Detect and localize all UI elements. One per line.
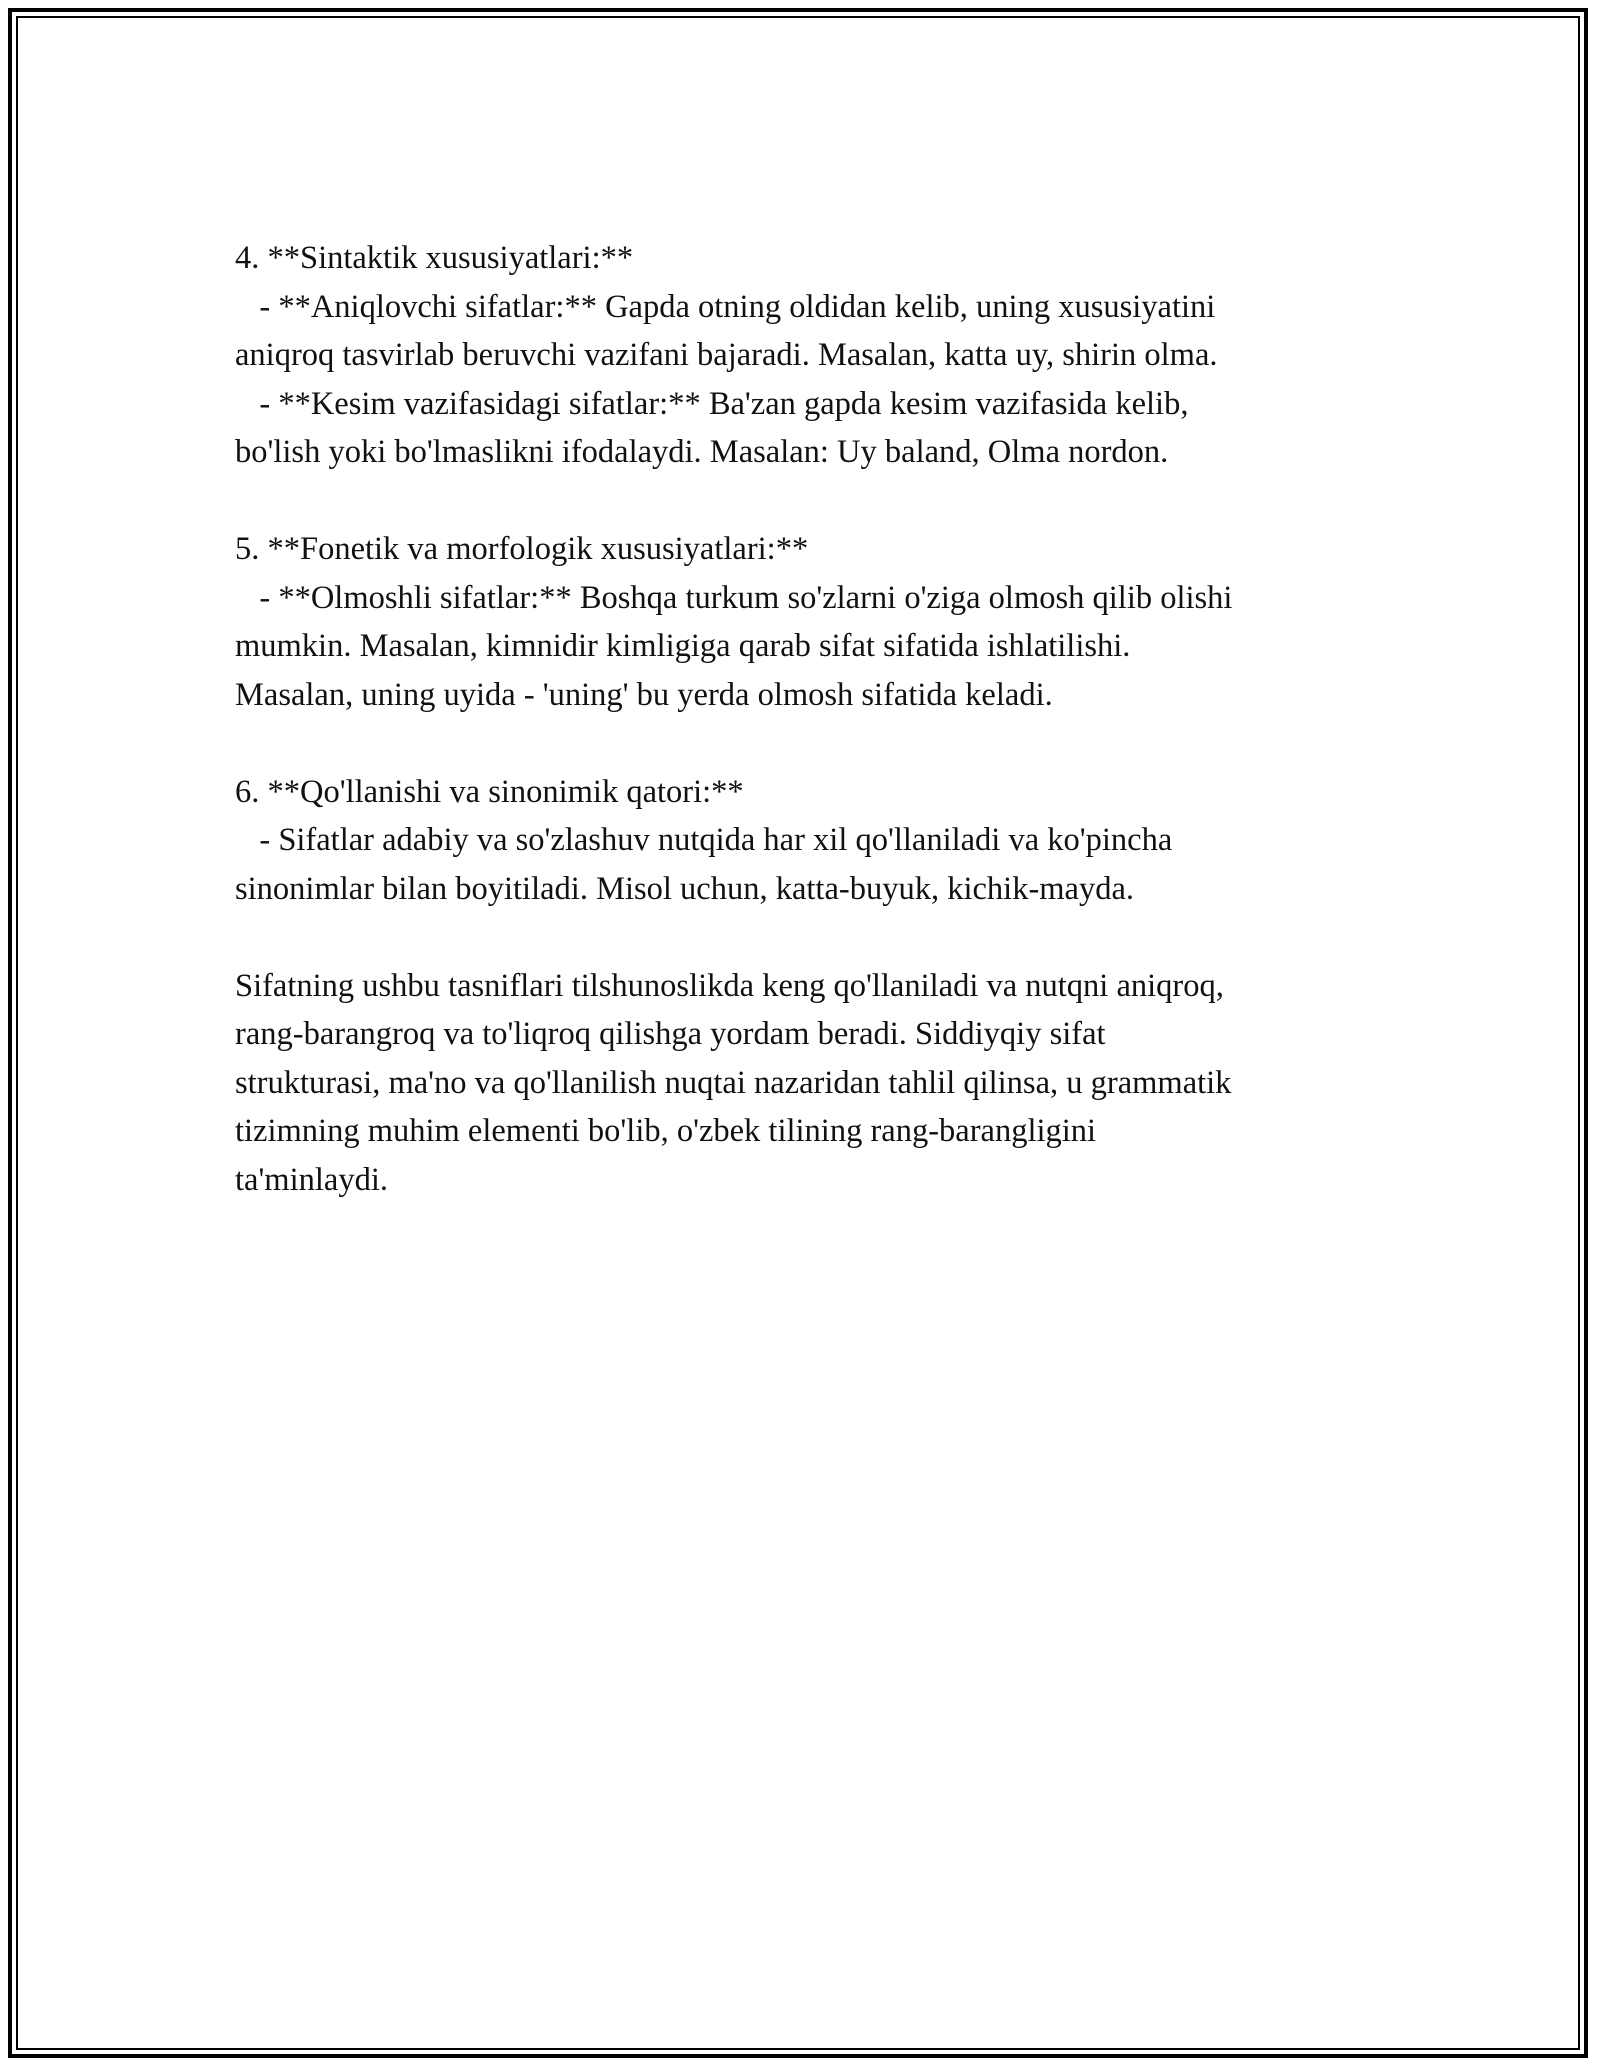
document-body (235, 234, 1370, 1204)
section-phonetic-morphological (235, 525, 1370, 719)
section-heading: 6. **Qo'llanishi va sinonimik qatori:** (235, 773, 744, 810)
paragraph-gap (235, 719, 1370, 768)
text-line: ta'minlaydi. (235, 1161, 388, 1198)
text-line: mumkin. Masalan, kimnidir kimligiga qarab sifat sifatida ishlatilishi. (235, 628, 1131, 664)
text-line: - Sifatlar adabiy va so'zlashuv nutqida har xil qo'llaniladi va ko'pincha (235, 822, 1173, 858)
text-line: sinonimlar bilan boyitiladi. Misol uchun, katta-buyuk, kichik-mayda. (235, 870, 1135, 907)
text-line: - **Olmoshli sifatlar:** Boshqa turkum so'zlarni o'ziga olmosh qilib olishi (235, 579, 1233, 616)
text-line: rang-barangroq va to'liqroq qilishga yordam beradi. Siddiyqiy sifat (235, 1016, 1106, 1052)
section-usage-synonyms (235, 768, 1370, 914)
paragraph-gap (235, 477, 1370, 526)
text-line: Masalan, uning uyida - 'uning' bu yerda olmosh sifatida keladi. (235, 676, 1053, 713)
section-heading: 4. **Sintaktik xususiyatlari:** (235, 240, 634, 276)
text-line: - **Kesim vazifasidagi sifatlar:** Ba'zan gapda kesim vazifasida kelib, (235, 385, 1189, 422)
paragraph-gap (235, 913, 1370, 962)
text-line: bo'lish yoki bo'lmaslikni ifodalaydi. Masalan: Uy baland, Olma nordon. (235, 434, 1169, 470)
section-syntactic (235, 234, 1370, 477)
conclusion-paragraph (235, 962, 1370, 1205)
text-line: - **Aniqlovchi sifatlar:** Gapda otning oldidan kelib, uning xususiyatini (235, 288, 1216, 325)
text-line: Sifatning ushbu tasniflari tilshunoslikda keng qo'llaniladi va nutqni aniqroq, (235, 967, 1224, 1004)
text-line: aniqroq tasvirlab beruvchi vazifani bajaradi. Masalan, katta uy, shirin olma. (235, 337, 1218, 373)
text-line: strukturasi, ma'no va qo'llanilish nuqtai nazaridan tahlil qilinsa, u grammatik (235, 1064, 1232, 1101)
text-line: tizimning muhim elementi bo'lib, o'zbek tilining rang-barangligini (235, 1113, 1097, 1149)
section-heading: 5. **Fonetik va morfologik xususiyatlari:** (235, 531, 809, 567)
